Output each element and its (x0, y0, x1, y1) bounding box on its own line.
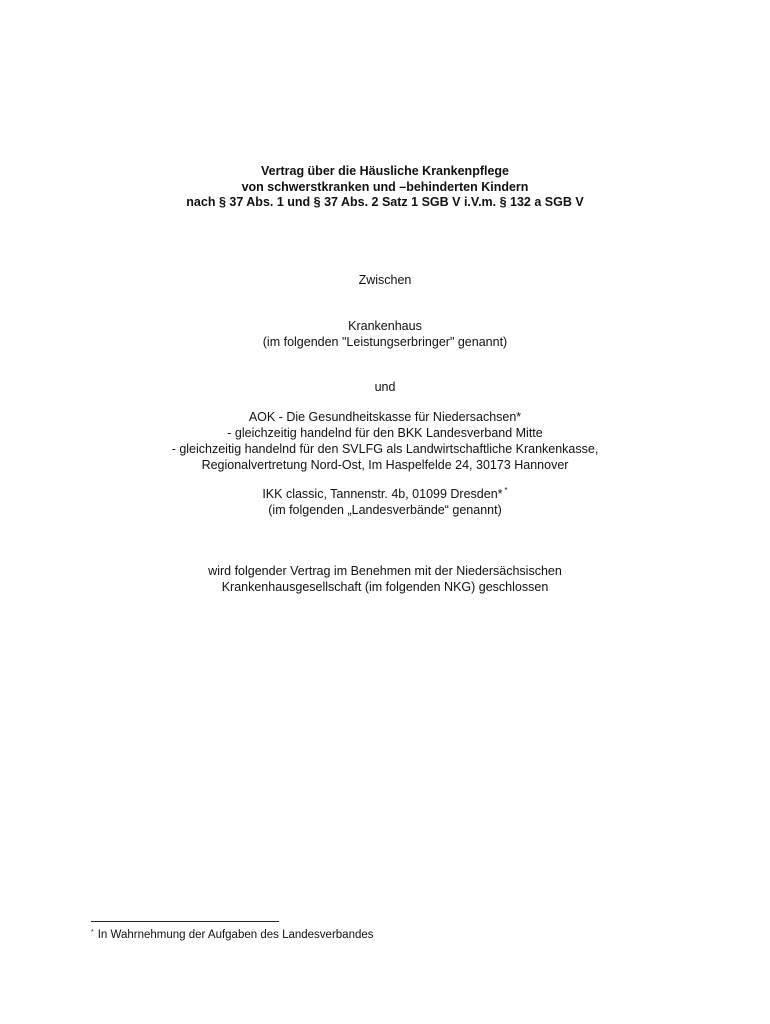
provider-designation: (im folgenden "Leistungserbringer" genannt) (262, 335, 508, 349)
title-line-3: nach § 37 Abs. 1 und § 37 Abs. 2 Satz 1 SGB V i.V.m. § 132 a SGB V (186, 195, 584, 209)
aok-block (0, 409, 770, 473)
ikk-line-1 (0, 486, 770, 502)
closing-line-2: Krankenhausgesellschaft (im folgenden NKG) geschlossen (221, 580, 549, 594)
ikk-address: IKK classic, Tannenstr. 4b, 01099 Dresden* (262, 487, 503, 501)
aok-line-2: - gleichzeitig handelnd für den BKK Landesverband Mitte (227, 426, 543, 440)
ikk-block (0, 486, 770, 518)
and-label: und (374, 380, 396, 394)
footnote (91, 928, 374, 942)
ikk-footnote-mark: * (504, 486, 508, 495)
closing-line-1: wird folgender Vertrag im Benehmen mit der Niedersächsischen (208, 564, 562, 578)
footnote-text: In Wahrnehmung der Aufgaben des Landesverbandes (97, 929, 374, 941)
provider-name: Krankenhaus (348, 319, 422, 333)
contract-title (0, 164, 770, 211)
title-line-2: von schwerstkranken und –behinderten Kindern (241, 179, 529, 194)
aok-line-4: Regionalvertretung Nord-Ost, Im Haspelfelde 24, 30173 Hannover (201, 458, 569, 472)
ikk-designation: (im folgenden „Landesverbände“ genannt) (268, 503, 502, 517)
closing-block (0, 563, 770, 595)
footnote-separator (91, 921, 279, 922)
aok-line-1: AOK - Die Gesundheitskasse für Niedersachsen* (248, 410, 522, 424)
provider-block (0, 318, 770, 350)
title-line-1: Vertrag über die Häusliche Krankenpflege (261, 164, 509, 178)
footnote-mark: * (91, 929, 94, 936)
aok-line-3: - gleichzeitig handelnd für den SVLFG als Landwirtschaftliche Krankenkasse, (171, 442, 599, 456)
between-label: Zwischen (358, 273, 412, 287)
